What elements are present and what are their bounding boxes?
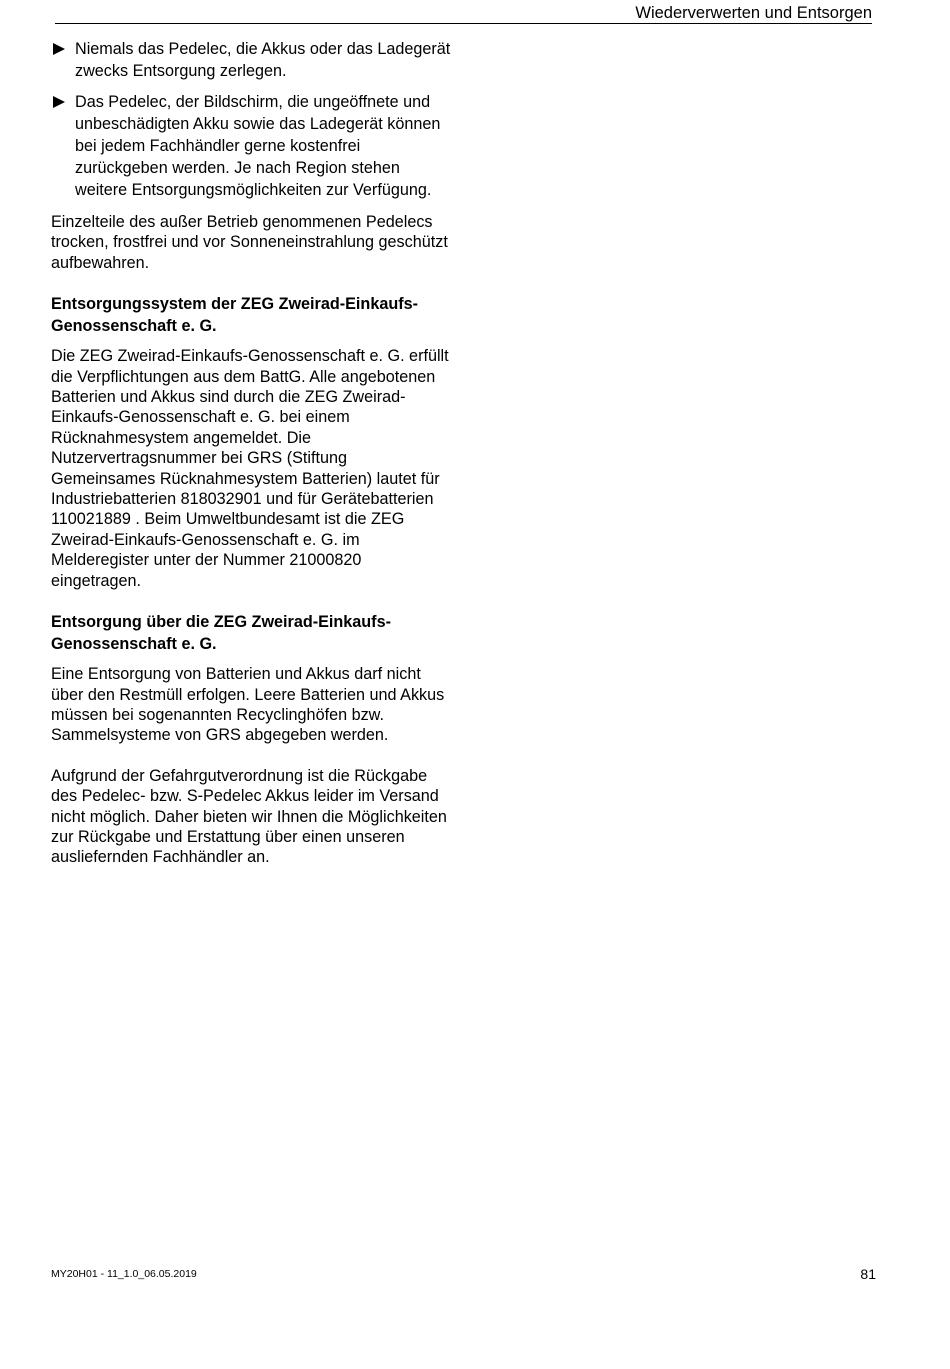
bullet-text: Niemals das Pedelec, die Akkus oder das Ladegerät zwecks Entsorgung zerlegen. (75, 40, 451, 80)
triangle-bullet-icon (53, 96, 65, 108)
footer-document-id: MY20H01 - 11_1.0_06.05.2019 (51, 1268, 197, 1280)
header-divider (55, 23, 872, 24)
main-content (51, 38, 451, 868)
footer-page-number: 81 (860, 1266, 876, 1282)
section-heading-disposal-system: Entsorgungssystem der ZEG Zweirad-Einkaufs-Genossenschaft e. G. (51, 295, 418, 336)
disposal-via-zeg-paragraph-2: Aufgrund der Gefahrgutverordnung ist die Rückgabe des Pedelec- bzw. S-Pedelec Akkus leider im Versand nicht möglich. Daher bieten wir Ihnen die Möglichkeiten zur Rückgabe und Erstattung über einen unseren ausliefernden Fachhändler an. (51, 766, 447, 867)
bullet-text: Das Pedelec, der Bildschirm, die ungeöffnete und unbeschädigten Akku sowie das Ladegerät können bei jedem Fachhändler gerne kostenfrei zurückgeben werden. Je nach Region stehen weitere Entsorgungsmöglichkeiten zur Verfügung. (75, 93, 441, 199)
bullet-item (51, 91, 451, 201)
disposal-system-paragraph: Die ZEG Zweirad-Einkaufs-Genossenschaft e. G. erfüllt die Verpflichtungen aus dem BattG. Alle angebotenen Batterien und Akkus sind durch die ZEG Zweirad-Einkaufs-Genossenschaft e. G. bei einem Rücknahmesystem angemeldet. Die Nutzervertragsnummer bei GRS (Stiftung Gemeinsames Rücknahmesystem Batterien) lautet für Industriebatterien 818032901 und für Gerätebatterien 110021889 . Beim Umweltbundesamt ist die ZEG Zweirad-Einkaufs-Genossenschaft e. G. im Melderegister unter der Nummer 21000820 eingetragen. (51, 347, 449, 590)
page-header-title: Wiederverwerten und Entsorgen (635, 4, 872, 22)
triangle-bullet-icon (53, 43, 65, 55)
bullet-item (51, 38, 451, 82)
storage-paragraph: Einzelteile des außer Betrieb genommenen Pedelecs trocken, frostfrei und vor Sonneneinstrahlung geschützt aufbewahren. (51, 213, 448, 272)
disposal-via-zeg-paragraph-1: Eine Entsorgung von Batterien und Akkus darf nicht über den Restmüll erfolgen. Leere Batterien und Akkus müssen bei sogenannten Recyclinghöfen bzw. Sammelsysteme von GRS abgegeben werden. (51, 665, 445, 745)
section-heading-disposal-via-zeg: Entsorgung über die ZEG Zweirad-Einkaufs-Genossenschaft e. G. (51, 613, 391, 654)
